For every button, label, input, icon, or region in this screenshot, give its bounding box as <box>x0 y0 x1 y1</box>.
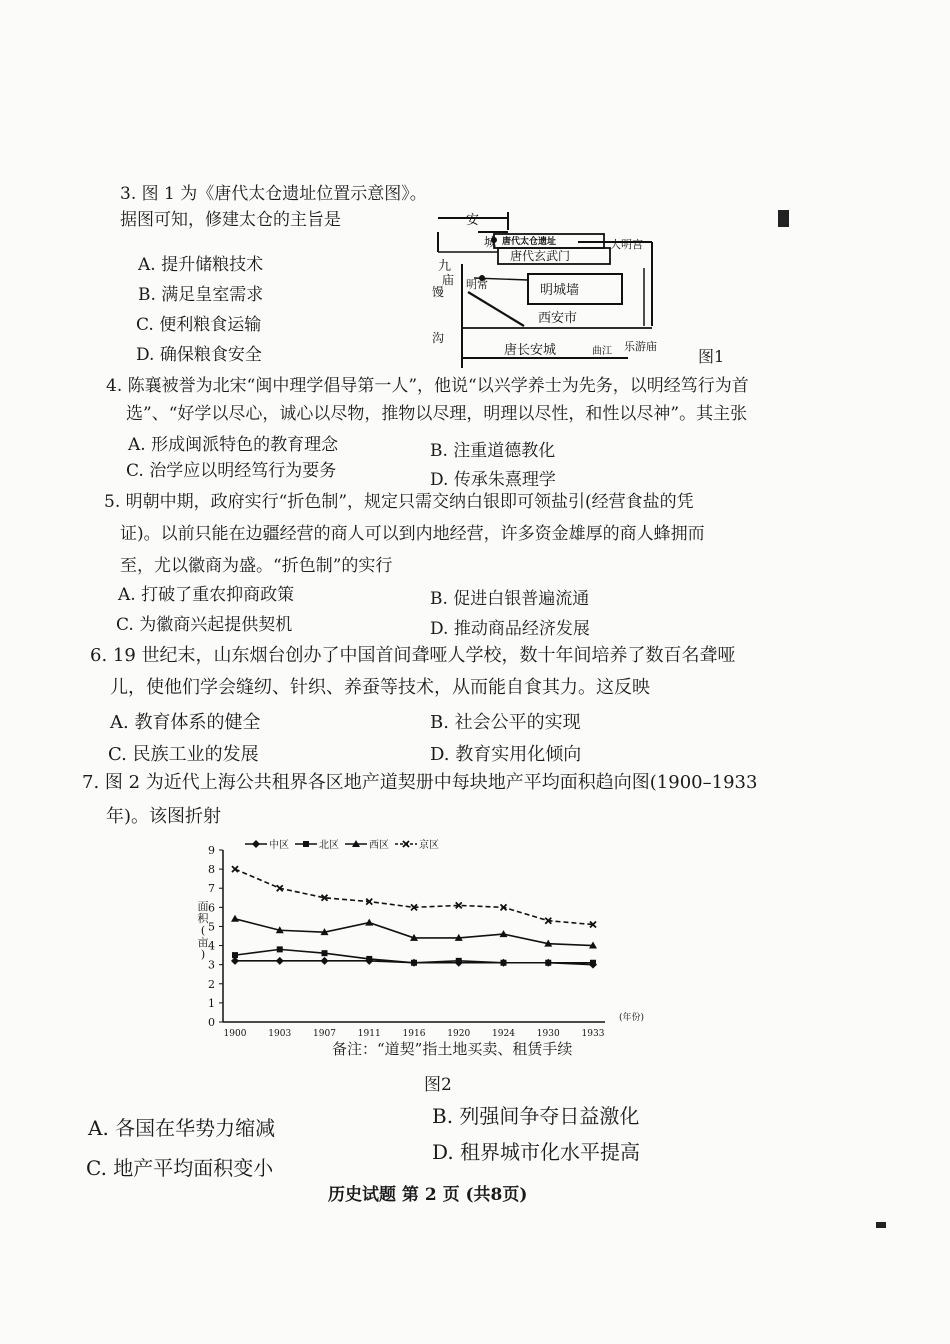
registration-mark <box>778 210 789 227</box>
series-line <box>235 869 593 924</box>
q5-option-c[interactable]: C. 为徽商兴起提供契机 <box>116 615 293 635</box>
data-point <box>321 957 329 965</box>
q4-option-b[interactable]: B. 注重道德教化 <box>430 441 556 461</box>
q6-option-d[interactable]: D. 教育实用化倾向 <box>430 744 582 765</box>
figure-1-map <box>428 208 688 368</box>
question-3-stem <box>120 180 427 235</box>
q4-option-c[interactable]: C. 治学应以明经笃行为要务 <box>126 461 337 481</box>
legend-label: 北区 <box>319 840 339 851</box>
y-tick-label: 1 <box>208 996 215 1010</box>
q4-option-d[interactable]: D. 传承朱熹理学 <box>430 470 556 490</box>
q4-line-1: 4. 陈襄被誉为北宋“闽中理学倡导第一人”，他说“以兴学养士为先务，以明经笃行为首 <box>106 376 749 396</box>
q7-option-b[interactable]: B. 列强间争夺日益激化 <box>432 1104 640 1128</box>
q4-option-a[interactable]: A. 形成闽派特色的教育理念 <box>128 435 339 455</box>
q3-line-1: 3. 图 1 为《唐代太仓遗址位置示意图》。 <box>120 184 427 204</box>
legend-marker <box>252 840 260 848</box>
data-point <box>232 952 238 958</box>
x-tick-label: 1920 <box>447 1029 471 1038</box>
legend-marker <box>403 841 409 847</box>
q6-line-2: 儿，使他们学会缝纫、针织、养蚕等技术，从而能自食其力。这反映 <box>110 677 650 698</box>
data-point <box>276 957 284 965</box>
y-axis-label-char: ) <box>200 948 206 961</box>
q6-line-1: 6. 19 世纪末，山东烟台创办了中国首间聋哑人学校，数十年间培养了数百名聋哑 <box>90 645 736 666</box>
map-label-qujiang: 曲江 <box>592 346 612 357</box>
question-5-stem <box>104 486 705 582</box>
legend-label: 中区 <box>269 840 289 851</box>
figure-2-chart <box>195 838 665 1038</box>
x-tick-label: 1916 <box>402 1029 426 1038</box>
map-label-ming-wall: 明城墙 <box>540 283 580 298</box>
series-line <box>235 919 593 946</box>
data-point <box>365 919 373 926</box>
map-label-mingchang: 明常 <box>466 278 488 291</box>
q7-option-a[interactable]: A. 各国在华势力缩减 <box>88 1116 276 1140</box>
data-point <box>411 960 417 966</box>
q5-option-a[interactable]: A. 打破了重农抑商政策 <box>118 585 295 605</box>
map-label-xian: 西安市 <box>538 311 578 326</box>
q7-line-2: 年)。该图折射 <box>106 806 222 827</box>
x-tick-label: 1903 <box>268 1029 292 1038</box>
map-label-xuanwu: 唐代玄武门 <box>510 249 571 263</box>
question-6-stem <box>90 640 736 704</box>
map-label-miao: 庙 <box>442 273 455 287</box>
q7-option-c[interactable]: C. 地产平均面积变小 <box>86 1156 274 1180</box>
figure-1-label: 图1 <box>698 347 725 366</box>
map-label-cheng: 城 <box>484 235 497 249</box>
q5-option-b[interactable]: B. 促进白银普遍流通 <box>430 589 590 609</box>
q6-option-b[interactable]: B. 社会公平的实现 <box>430 712 581 733</box>
x-tick-label: 1933 <box>581 1029 605 1038</box>
map-label-guan: 馒 <box>432 285 445 299</box>
map-label-an: 安 <box>466 213 480 228</box>
data-point <box>277 946 283 952</box>
q5-option-d[interactable]: D. 推动商品经济发展 <box>430 619 590 639</box>
map-label-changan: 唐长安城 <box>504 343 557 358</box>
y-tick-label: 0 <box>208 1016 215 1029</box>
y-tick-label: 3 <box>208 958 215 972</box>
map-label-daming: 大明宫 <box>610 238 643 251</box>
tang-granary-map <box>428 208 688 368</box>
x-tick-label: 1907 <box>313 1029 336 1038</box>
legend-marker <box>303 841 309 847</box>
q5-line-3: 至，尤以徽商为盛。“折色制”的实行 <box>120 556 393 576</box>
map-label-gou: 沟 <box>432 331 445 345</box>
figure-2-label: 图2 <box>424 1075 452 1095</box>
q6-option-a[interactable]: A. 教育体系的健全 <box>110 712 261 733</box>
q3-option-c[interactable]: C. 便利粮食运输 <box>136 315 262 335</box>
q3-option-d[interactable]: D. 确保粮食安全 <box>136 345 262 365</box>
legend-label: 西区 <box>369 840 389 851</box>
question-4-stem <box>106 372 749 429</box>
data-point <box>322 950 328 956</box>
chart-note: 备注：“道契”指土地买卖、租赁手续 <box>332 1040 573 1058</box>
y-axis-label-char: 面 <box>197 900 209 913</box>
y-tick-label: 6 <box>208 901 215 915</box>
q7-line-1: 7. 图 2 为近代上海公共租界各区地产道契册中每块地产平均面积趋向图(1900–1933 <box>82 772 758 793</box>
q3-line-2: 据图可知，修建太仓的主旨是 <box>120 209 341 230</box>
x-tick-label: 1900 <box>223 1029 247 1038</box>
x-tick-label: 1924 <box>492 1029 515 1038</box>
data-point <box>501 960 507 966</box>
data-point <box>456 958 462 964</box>
map-label-leyoumiao: 乐游庙 <box>624 340 657 353</box>
y-tick-label: 5 <box>208 920 215 934</box>
y-axis-label-char: ( <box>200 924 206 937</box>
x-tick-label: 1911 <box>357 1029 381 1038</box>
legend-label: 京区 <box>419 840 439 851</box>
q5-line-2: 证)。以前只能在边疆经营的商人可以到内地经营，许多资金雄厚的商人蜂拥而 <box>120 524 705 544</box>
y-tick-label: 2 <box>208 977 215 991</box>
area-trend-chart <box>195 838 665 1038</box>
data-point <box>590 960 596 966</box>
q3-option-b[interactable]: B. 满足皇室需求 <box>138 285 264 305</box>
y-tick-label: 7 <box>208 882 215 896</box>
data-point <box>366 956 372 962</box>
data-point <box>545 960 551 966</box>
registration-mark-small <box>876 1222 886 1228</box>
map-label-jiu: 九 <box>438 259 452 274</box>
y-axis-label-char: 积 <box>197 912 209 925</box>
q4-line-2: 选”、“好学以尽心，诚心以尽物，推物以尽理，明理以尽性，和性以尽神”。其主张 <box>126 403 748 424</box>
y-tick-label: 8 <box>208 863 215 877</box>
map-label-site: 唐代太仓遗址 <box>502 237 557 247</box>
q5-line-1: 5. 明朝中期，政府实行“折色制”，规定只需交纳白银即可领盐引(经营食盐的凭 <box>104 492 694 512</box>
q3-option-a[interactable]: A. 提升储粮技术 <box>138 255 264 275</box>
x-tick-label: 1930 <box>536 1029 560 1038</box>
q6-option-c[interactable]: C. 民族工业的发展 <box>108 744 259 765</box>
question-7-stem <box>82 766 757 834</box>
q7-option-d[interactable]: D. 租界城市化水平提高 <box>432 1140 641 1164</box>
y-tick-label: 4 <box>208 939 215 953</box>
data-point <box>231 915 239 922</box>
page-footer: 历史试题 第 2 页 (共8页) <box>328 1185 528 1205</box>
y-axis-label-char: 亩 <box>197 936 209 949</box>
data-point <box>232 866 238 872</box>
x-axis-unit: (年份) <box>619 1013 645 1023</box>
y-tick-label: 9 <box>208 844 215 857</box>
